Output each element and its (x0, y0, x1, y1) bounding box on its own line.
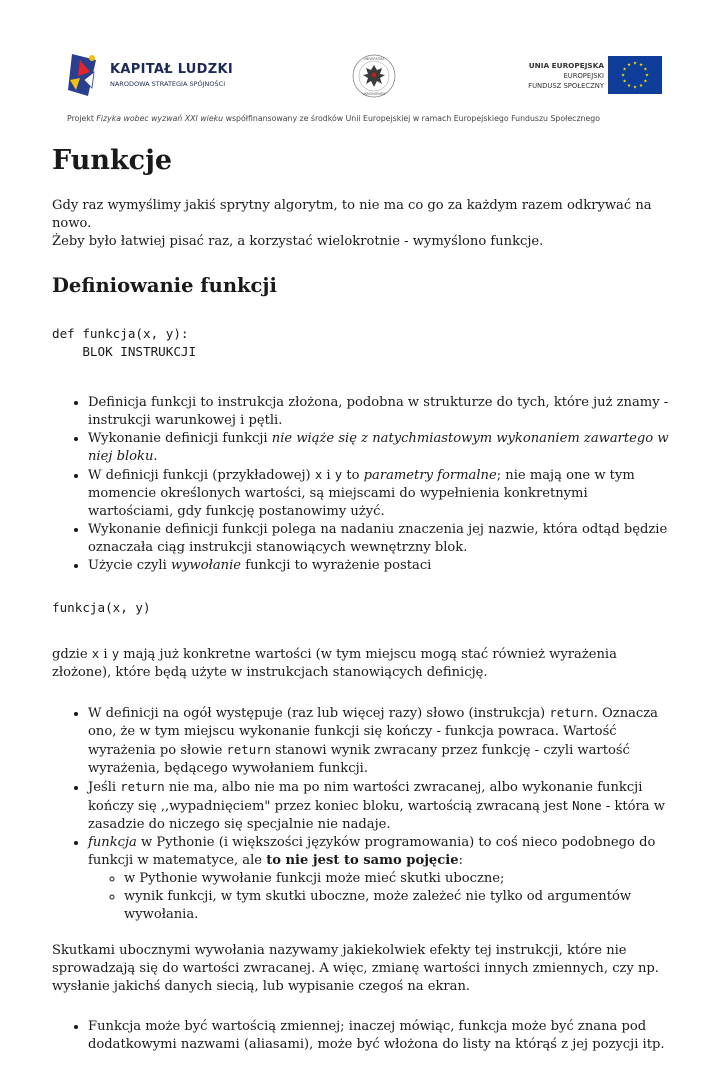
eu-social-fund-logo (520, 56, 662, 98)
eu-line-2: EUROPEJSKI (563, 72, 604, 80)
list-item (88, 466, 672, 521)
text-span: w Pythonie (i większości języków programowania) to coś nieco podobnego do funkcji w matematyce, ale (88, 835, 656, 868)
list-item (88, 430, 672, 466)
inline-code: None (572, 799, 602, 813)
text-span: - która w zasadzie do niczego się specjalnie nie nadaje. (88, 799, 665, 832)
page-header (0, 0, 725, 132)
text-span: . (153, 449, 158, 464)
inline-code: return (226, 743, 271, 757)
text-span: Jeśli (88, 780, 121, 795)
text-span: : (458, 853, 463, 868)
list-item: • Funkcja może być wartością zmiennej; inaczej mówiąc, funkcja może być znana pod dodatkowymi nazwami (aliasami), może być włożona do listy na którąś z jej pozycji itp. (88, 1018, 672, 1054)
code-line-2: BLOK INSTRUKCJI (52, 344, 197, 359)
kapital-ludzki-logo (66, 48, 236, 104)
list-item: • Definicja funkcji to instrukcja złożona, podobna w strukturze do tych, które już znamy - instrukcji warunkowej i pętli. (88, 394, 672, 430)
inline-code: y (111, 647, 120, 661)
text-span: . Oznacza ono, że w tym miejscu wykonanie funkcji się kończy - funkcja powraca. Wartość wyrażenia po słowie (88, 706, 658, 758)
side-effects-paragraph: Skutkami ubocznymi wywołania nazywamy jakiekolwiek efekty tej instrukcji, które nie sprowadzają się do wartości zwracanej. A więc, zmianę wartości innych zmiennych, czy np. wysłanie jakichś danych siecią, lub wypisanie czegoś na ekran. (52, 943, 659, 994)
text-span: i (322, 468, 335, 483)
project-prefix: Projekt (67, 114, 97, 123)
svg-text:VARSOVIENSIS: VARSOVIENSIS (362, 92, 386, 96)
definition-list (52, 394, 672, 575)
kapital-ludzki-subtitle: NARODOWA STRATEGIA SPÓJNOŚCI (110, 80, 226, 88)
eu-logo-text (528, 60, 604, 91)
project-name: Fizyka wobec wyzwań XXI wieku (96, 114, 224, 123)
call-paragraph (52, 645, 672, 682)
eu-line-1: UNIA EUROPEJSKA (528, 61, 604, 70)
inline-code: x (314, 468, 323, 482)
text-span: i (99, 647, 112, 662)
list-item (88, 834, 672, 924)
inline-code: y (334, 468, 343, 482)
text-span: mają już konkretne wartości (w tym miejscu mogą stać również wyrażenia złożone), które będą użyte w instrukcjach stanowiących definicję. (52, 647, 617, 680)
text-span: to (342, 468, 364, 483)
text-span: W definicji na ogół występuje (raz lub więcej razy) słowo (instrukcja) (88, 706, 550, 721)
text-span: stanowi wynik zwracany przez funkcję - czyli wartość wyrażenia, będącego wywołaniem funkcji. (88, 743, 630, 776)
page-title: Funkcje (52, 145, 173, 176)
list-item (88, 704, 672, 778)
kapital-ludzki-title: KAPITAŁ LUDZKI (110, 62, 233, 77)
list-item (88, 557, 672, 575)
strong-text: to nie jest to samo pojęcie (266, 853, 459, 868)
return-list (52, 704, 672, 924)
emphasis: parametry formalne (363, 468, 497, 483)
text-span: funkcji to wyrażenie postaci (241, 558, 432, 573)
list-item: • Wykonanie definicji funkcji polega na nadaniu znaczenia jej nazwie, która odtąd będzie oznaczała ciąg instrukcji stanowiących wewnętrzny blok. (88, 521, 672, 557)
intro-line-1: Gdy raz wymyślimy jakiś sprytny algorytm, to nie ma co go za każdym razem odkrywać na nowo. (52, 198, 652, 231)
inline-code: x (91, 647, 100, 661)
project-funding-line (67, 114, 600, 123)
nested-list-item: ◦ w Pythonie wywołanie funkcji może mieć skutki uboczne; (124, 870, 672, 888)
code-block-definition (52, 325, 672, 361)
university-warsaw-seal-icon (351, 53, 397, 99)
intro-line-2: Żeby było łatwiej pisać raz, a korzystać wielokrotnie - wymyślono funkcje. (52, 234, 544, 249)
text-span: W definicji funkcji (przykładowej) (88, 468, 315, 483)
code-block-call: funkcja(x, y) (52, 600, 151, 615)
eu-flag-icon (608, 56, 662, 94)
text-span: nie ma, albo nie ma po nim wartości zwracanej, albo wykonanie funkcji kończy się ,,wypadnięciem" przez koniec bloku, wartością zwracaną jest (88, 780, 643, 814)
emphasis: wywołanie (170, 558, 242, 573)
inline-code: return (549, 706, 594, 720)
text-span: Wykonanie definicji funkcji (88, 431, 272, 446)
list-item (88, 778, 672, 834)
inline-code: return (120, 780, 165, 794)
svg-text:UNIVERSITAS: UNIVERSITAS (363, 57, 385, 61)
nested-list (88, 870, 672, 924)
text-span: ; nie mają one w tym momencie określonych wartości, są miejscami do wypełnienia konkretnymi wartościami, gdy funkcję postanowimy użyć. (88, 468, 635, 519)
code-line-1: def funkcja(x, y): (52, 326, 189, 341)
emphasis: nie wiąże się z natychmiastowym wykonaniem zawartego w niej bloku (88, 431, 669, 464)
kapital-ludzki-mark-icon (66, 50, 102, 100)
text-span: Użycie czyli (88, 558, 171, 573)
document-body (52, 136, 672, 1074)
project-suffix: współfinansowany ze środków Unii Europejskiej w ramach Europejskiego Funduszu Społecznego (223, 114, 600, 123)
section-heading: Definiowanie funkcji (52, 274, 277, 297)
nested-list-item: ◦ wynik funkcji, w tym skutki uboczne, może zależeć nie tylko od argumentów wywołania. (124, 888, 672, 924)
text-span: gdzie (52, 647, 92, 662)
eu-line-3: FUNDUSZ SPOŁECZNY (528, 82, 604, 90)
emphasis: funkcja (88, 835, 137, 850)
intro-paragraph (52, 197, 672, 251)
aliases-list (52, 1018, 672, 1054)
